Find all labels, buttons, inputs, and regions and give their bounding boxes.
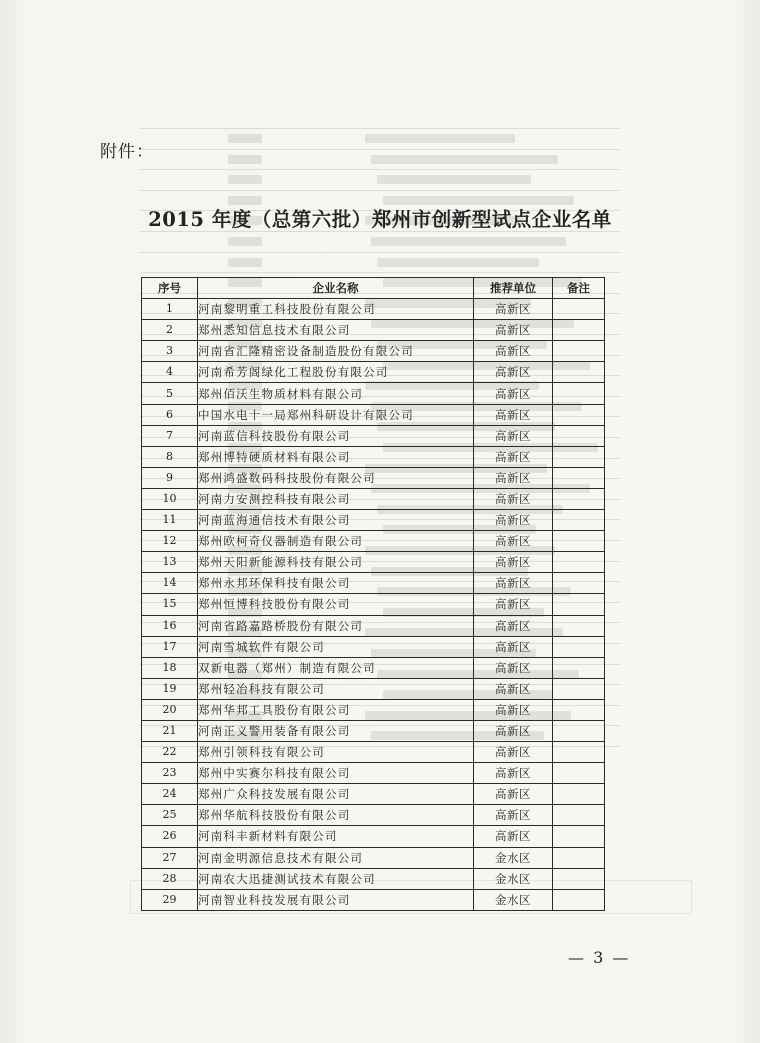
table-row (142, 467, 605, 488)
page-number: — 3 — (568, 948, 631, 967)
recommending-unit: 高新区 (474, 826, 553, 847)
bleed-text (371, 155, 558, 164)
document-title: 2015 年度（总第六批）郑州市创新型试点企业名单 (148, 208, 612, 231)
row-number: 6 (142, 404, 198, 425)
remark (553, 826, 605, 847)
bleed-text (228, 258, 262, 267)
enterprise-name: 河南智业科技发展有限公司 (198, 889, 474, 910)
recommending-unit: 高新区 (474, 594, 553, 615)
enterprise-name: 郑州中实赛尔科技有限公司 (198, 763, 474, 784)
remark (553, 510, 605, 531)
row-number: 15 (142, 594, 198, 615)
remark (553, 531, 605, 552)
enterprise-name: 郑州鸿盛数码科技股份有限公司 (198, 467, 474, 488)
enterprise-name: 河南农大迅捷测试技术有限公司 (198, 868, 474, 889)
recommending-unit: 高新区 (474, 299, 553, 320)
recommending-unit: 高新区 (474, 404, 553, 425)
remark (553, 341, 605, 362)
table-row (142, 784, 605, 805)
recommending-unit: 高新区 (474, 805, 553, 826)
row-number: 4 (142, 362, 198, 383)
row-number: 9 (142, 467, 198, 488)
row-number: 2 (142, 320, 198, 341)
remark (553, 404, 605, 425)
recommending-unit: 高新区 (474, 488, 553, 509)
recommending-unit: 高新区 (474, 362, 553, 383)
bleed-line (140, 128, 620, 129)
remark (553, 868, 605, 889)
enterprise-name: 郑州永邦环保科技有限公司 (198, 573, 474, 594)
table-row (142, 868, 605, 889)
enterprise-name: 郑州华航科技股份有限公司 (198, 805, 474, 826)
bleed-text (377, 175, 531, 184)
enterprise-name: 郑州佰沃生物质材料有限公司 (198, 383, 474, 404)
recommending-unit: 高新区 (474, 784, 553, 805)
table-row (142, 699, 605, 720)
table-row (142, 299, 605, 320)
row-number: 12 (142, 531, 198, 552)
table-row (142, 720, 605, 741)
recommending-unit: 高新区 (474, 720, 553, 741)
table-row (142, 404, 605, 425)
table-row (142, 678, 605, 699)
table-row (142, 826, 605, 847)
row-number: 26 (142, 826, 198, 847)
remark (553, 720, 605, 741)
row-number: 16 (142, 615, 198, 636)
bleed-line (140, 190, 620, 191)
enterprise-name: 河南正义警用装备有限公司 (198, 720, 474, 741)
row-number: 7 (142, 425, 198, 446)
row-number: 8 (142, 446, 198, 467)
row-number: 17 (142, 636, 198, 657)
table-row (142, 425, 605, 446)
table-body (142, 299, 605, 911)
remark (553, 573, 605, 594)
row-number: 20 (142, 699, 198, 720)
row-number: 24 (142, 784, 198, 805)
remark (553, 889, 605, 910)
table-row (142, 510, 605, 531)
recommending-unit: 金水区 (474, 847, 553, 868)
table-row (142, 488, 605, 509)
enterprise-name: 河南金明源信息技术有限公司 (198, 847, 474, 868)
row-number: 13 (142, 552, 198, 573)
bleed-line (140, 149, 620, 150)
enterprise-name: 双新电器（郑州）制造有限公司 (198, 657, 474, 678)
remark (553, 805, 605, 826)
table-row (142, 742, 605, 763)
table-row (142, 847, 605, 868)
remark (553, 763, 605, 784)
row-number: 27 (142, 847, 198, 868)
enterprise-name: 河南黎明重工科技股份有限公司 (198, 299, 474, 320)
bleed-text (377, 258, 539, 267)
table-row (142, 320, 605, 341)
remark (553, 594, 605, 615)
table-row (142, 531, 605, 552)
remark (553, 299, 605, 320)
enterprise-name: 河南希芳阁绿化工程股份有限公司 (198, 362, 474, 383)
table-row (142, 594, 605, 615)
recommending-unit: 高新区 (474, 341, 553, 362)
recommending-unit: 高新区 (474, 467, 553, 488)
recommending-unit: 高新区 (474, 425, 553, 446)
recommending-unit: 高新区 (474, 383, 553, 404)
remark (553, 847, 605, 868)
bleed-line (140, 272, 620, 273)
bleed-text (365, 134, 515, 143)
row-number: 25 (142, 805, 198, 826)
remark (553, 362, 605, 383)
table-row (142, 383, 605, 404)
recommending-unit: 高新区 (474, 320, 553, 341)
remark (553, 678, 605, 699)
row-number: 1 (142, 299, 198, 320)
remark (553, 784, 605, 805)
row-number: 5 (142, 383, 198, 404)
recommending-unit: 金水区 (474, 868, 553, 889)
enterprise-name: 郑州欧柯奇仪器制造有限公司 (198, 531, 474, 552)
enterprise-name: 郑州广众科技发展有限公司 (198, 784, 474, 805)
enterprise-name: 中国水电十一局郑州科研设计有限公司 (198, 404, 474, 425)
header-note: 备注 (553, 278, 605, 299)
recommending-unit: 高新区 (474, 573, 553, 594)
table-header-row (142, 278, 605, 299)
remark (553, 636, 605, 657)
recommending-unit: 金水区 (474, 889, 553, 910)
enterprise-name: 郑州博特硬质材料有限公司 (198, 446, 474, 467)
row-number: 10 (142, 488, 198, 509)
remark (553, 383, 605, 404)
row-number: 3 (142, 341, 198, 362)
table-row (142, 341, 605, 362)
table-row (142, 615, 605, 636)
table-row (142, 573, 605, 594)
enterprise-name: 河南科丰新材料有限公司 (198, 826, 474, 847)
enterprise-name: 河南蓝海通信技术有限公司 (198, 510, 474, 531)
remark (553, 425, 605, 446)
enterprise-name: 郑州悉知信息技术有限公司 (198, 320, 474, 341)
recommending-unit: 高新区 (474, 510, 553, 531)
enterprise-table (141, 277, 605, 911)
row-number: 23 (142, 763, 198, 784)
table-row (142, 446, 605, 467)
enterprise-name: 河南雪城软件有限公司 (198, 636, 474, 657)
enterprise-name: 河南省路嘉路桥股份有限公司 (198, 615, 474, 636)
remark (553, 467, 605, 488)
recommending-unit: 高新区 (474, 678, 553, 699)
bleed-text (228, 237, 262, 246)
table-row (142, 805, 605, 826)
enterprise-name: 河南蓝信科技股份有限公司 (198, 425, 474, 446)
row-number: 22 (142, 742, 198, 763)
recommending-unit: 高新区 (474, 763, 553, 784)
bleed-text (228, 175, 262, 184)
enterprise-name: 郑州天阳新能源科技有限公司 (198, 552, 474, 573)
remark (553, 699, 605, 720)
row-number: 21 (142, 720, 198, 741)
recommending-unit: 高新区 (474, 742, 553, 763)
header-no: 序号 (142, 278, 198, 299)
row-number: 29 (142, 889, 198, 910)
row-number: 28 (142, 868, 198, 889)
enterprise-name: 河南省汇隆精密设备制造股份有限公司 (198, 341, 474, 362)
header-unit: 推荐单位 (474, 278, 553, 299)
attachment-label: 附件： (100, 142, 154, 162)
recommending-unit: 高新区 (474, 615, 553, 636)
enterprise-name: 郑州轻冶科技有限公司 (198, 678, 474, 699)
remark (553, 742, 605, 763)
remark (553, 657, 605, 678)
recommending-unit: 高新区 (474, 657, 553, 678)
recommending-unit: 高新区 (474, 531, 553, 552)
remark (553, 552, 605, 573)
remark (553, 488, 605, 509)
enterprise-name: 郑州恒博科技股份有限公司 (198, 594, 474, 615)
recommending-unit: 高新区 (474, 446, 553, 467)
row-number: 11 (142, 510, 198, 531)
enterprise-name: 河南力安测控科技有限公司 (198, 488, 474, 509)
remark (553, 446, 605, 467)
bleed-line (140, 169, 620, 170)
bleed-line (140, 252, 620, 253)
recommending-unit: 高新区 (474, 699, 553, 720)
table-row (142, 362, 605, 383)
remark (553, 320, 605, 341)
enterprise-name: 郑州华邦工具股份有限公司 (198, 699, 474, 720)
recommending-unit: 高新区 (474, 636, 553, 657)
row-number: 19 (142, 678, 198, 699)
header-name: 企业名称 (198, 278, 474, 299)
table-row (142, 552, 605, 573)
recommending-unit: 高新区 (474, 552, 553, 573)
table-row (142, 636, 605, 657)
table-row (142, 657, 605, 678)
row-number: 14 (142, 573, 198, 594)
remark (553, 615, 605, 636)
row-number: 18 (142, 657, 198, 678)
bleed-text (228, 134, 262, 143)
table-row (142, 889, 605, 910)
bleed-text (228, 155, 262, 164)
bleed-text (371, 237, 566, 246)
enterprise-name: 郑州引领科技有限公司 (198, 742, 474, 763)
table-row (142, 763, 605, 784)
